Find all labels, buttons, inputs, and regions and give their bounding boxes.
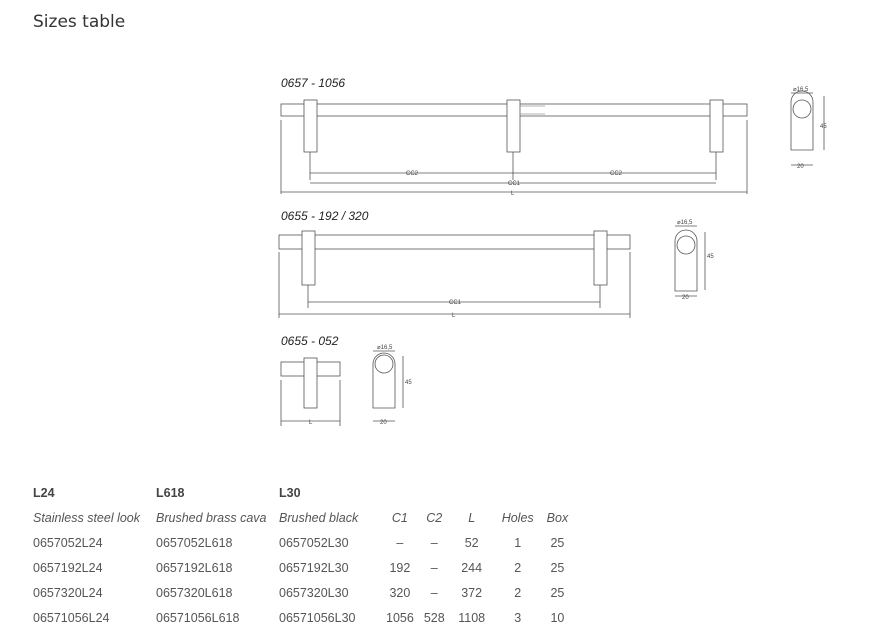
cell-c2: – [430,585,438,600]
dim-cc1: CC1 [508,181,521,187]
handle-drawing-1056 [281,100,747,194]
dim-cc2-left: CC2 [406,171,419,177]
page-title: Sizes table [33,12,126,32]
cell-holes: 3 [514,610,522,625]
dim-l: L [452,313,456,319]
cell-c1: 320 [389,585,411,600]
sizes-table [28,480,573,630]
table-row [28,580,573,605]
dim-width: 20 [380,420,387,426]
subheader-l: L [468,510,476,525]
cell-l: 1108 [458,610,486,625]
table-row [28,530,573,555]
cell-code: 0657320L30 [279,585,349,600]
profile-drawing-052 [373,351,403,421]
cell-l: 372 [461,585,483,600]
dim-cc2-right: CC2 [610,171,623,177]
cell-l: 52 [464,535,479,550]
dim-cc1: CC1 [449,300,462,306]
cell-code: 0657052L618 [156,535,233,550]
cell-holes: 1 [514,535,522,550]
cell-code: 0657192L30 [279,560,349,575]
cell-c1: – [396,535,404,550]
cell-box: 10 [550,610,565,625]
subheader-holes: Holes [501,510,534,525]
header-l30: L30 [279,485,301,500]
cell-code: 0657052L24 [33,535,103,550]
cell-code: 06571056L24 [33,610,110,625]
cell-c1: 192 [389,560,411,575]
subheader-c2: C2 [426,510,443,525]
header-l24: L24 [33,485,55,500]
cell-holes: 2 [514,585,522,600]
dim-l: L [309,420,313,426]
table-row [28,555,573,580]
cell-code: 0657320L24 [33,585,103,600]
cell-c2: – [430,560,438,575]
cell-code: 0657320L618 [156,585,233,600]
header-l618: L618 [156,485,185,500]
subheader-finish: Brushed black [279,510,359,525]
dim-diameter: ⌀16,5 [377,345,393,351]
handle-drawing-052 [281,358,340,426]
drawing-label-052: 0655 - 052 [281,334,339,348]
cell-box: 25 [550,585,565,600]
subheader-c1: C1 [391,510,408,525]
table-subheader-row [28,505,573,530]
cell-c1: 1056 [386,610,414,625]
dim-l: L [511,191,515,197]
drawing-label-1056: 0657 - 1056 [281,76,346,90]
cell-code: 06571056L618 [156,610,240,625]
subheader-finish: Brushed brass cava [156,510,267,525]
dim-height: 45 [820,124,827,130]
drawing-label-192-320: 0655 - 192 / 320 [281,209,369,223]
cell-box: 25 [550,560,565,575]
table-header-row [28,480,573,505]
cell-c2: – [430,535,438,550]
table-row [28,605,573,630]
subheader-finish: Stainless steel look [33,510,141,525]
cell-box: 25 [550,535,565,550]
cell-c2: 528 [423,610,445,625]
dim-width: 20 [682,295,689,301]
cell-code: 0657192L24 [33,560,103,575]
cell-code: 0657192L618 [156,560,233,575]
cell-code: 06571056L30 [279,610,356,625]
dim-height: 45 [707,254,714,260]
cell-code: 0657052L30 [279,535,349,550]
dim-diameter: ⌀16,5 [793,87,809,93]
dim-height: 45 [405,380,412,386]
profile-drawing-192-320 [675,226,705,296]
cell-l: 244 [461,560,483,575]
dim-diameter: ⌀16,5 [677,220,693,226]
cell-holes: 2 [514,560,522,575]
dim-width: 20 [797,164,804,170]
subheader-box: Box [546,510,569,525]
